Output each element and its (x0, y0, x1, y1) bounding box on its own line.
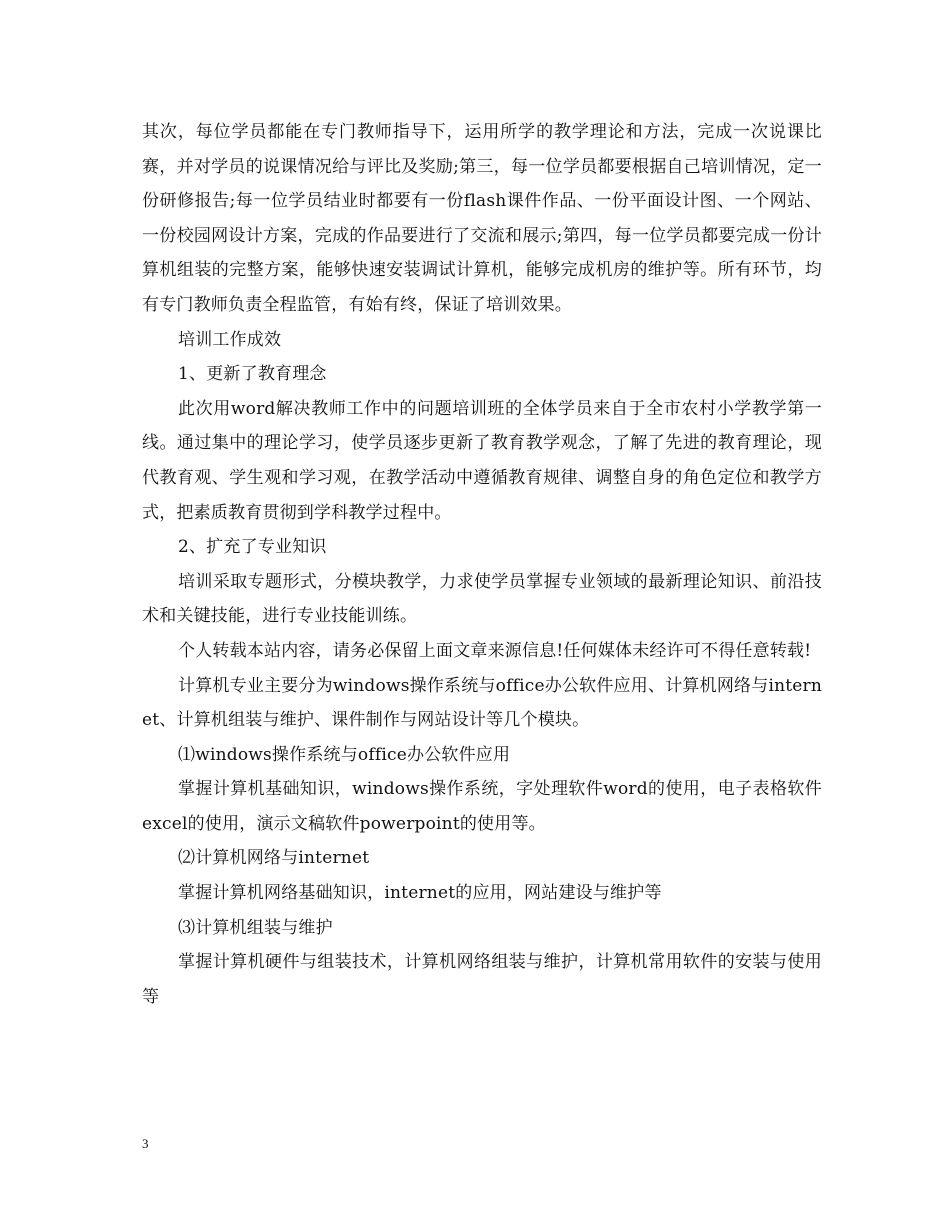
paragraph-7: 掌握计算机网络基础知识，internet的应用，网站建设与维护等 (178, 883, 662, 904)
subheading-1: 1、更新了教育理念 (178, 364, 327, 385)
paragraph-8: 掌握计算机硬件与组装技术，计算机网络组装与维护，计算机常用软件的安装与使用等 (142, 952, 822, 1007)
module-heading-1: ⑴windows操作系统与office办公软件应用 (178, 744, 511, 765)
subheading-2: 2、扩充了专业知识 (178, 537, 327, 558)
paragraph-4: 个人转载本站内容，请务必保留上面文章来源信息!任何媒体未经许可不得任意转载! (178, 640, 812, 661)
paragraph-1: 其次，每位学员都能在专门教师指导下，运用所学的教学理论和方法，完成一次说课比赛，并对学员的说课情况给与评比及奖励;第三，每一位学员都要根据自己培训情况，定一份研修报告;每一位学员结业时都要有一份flash课件作品、一份平面设计图、一个网站、一份校园网设计方案，完成的作品要进行了交流和展示;第四，每一位学员都要完成一份计算机组装的完整方案，能够快速安装调试计算机，能够完成机房的维护等。所有环节，均有专门教师负责全程监管，有始有终，保证了培训效果。 (142, 122, 822, 315)
section-heading-results: 培训工作成效 (178, 329, 282, 350)
paragraph-2: 此次用word解决教师工作中的问题培训班的全体学员来自于全市农村小学教学第一线。通过集中的理论学习，使学员逐步更新了教育教学观念，了解了先进的教育理论，现代教育观、学生观和学习观，在教学活动中遵循教育规律、调整自身的角色定位和教学方式，把素质教育贯彻到学科教学过程中。 (142, 398, 822, 523)
paragraph-6: 掌握计算机基础知识，windows操作系统，字处理软件word的使用，电子表格软件excel的使用，演示文稿软件powerpoint的使用等。 (142, 779, 822, 834)
module-heading-3: ⑶计算机组装与维护 (178, 917, 333, 938)
page-number: 3 (142, 1136, 149, 1151)
paragraph-5: 计算机专业主要分为windows操作系统与office办公软件应用、计算机网络与internet、计算机组装与维护、课件制作与网站设计等几个模块。 (142, 675, 822, 731)
paragraph-3: 培训采取专题形式，分模块教学，力求使学员掌握专业领域的最新理论知识、前沿技术和关键技能，进行专业技能训练。 (142, 571, 822, 627)
document-body (142, 115, 822, 1014)
module-heading-2: ⑵计算机网络与internet (178, 848, 370, 869)
